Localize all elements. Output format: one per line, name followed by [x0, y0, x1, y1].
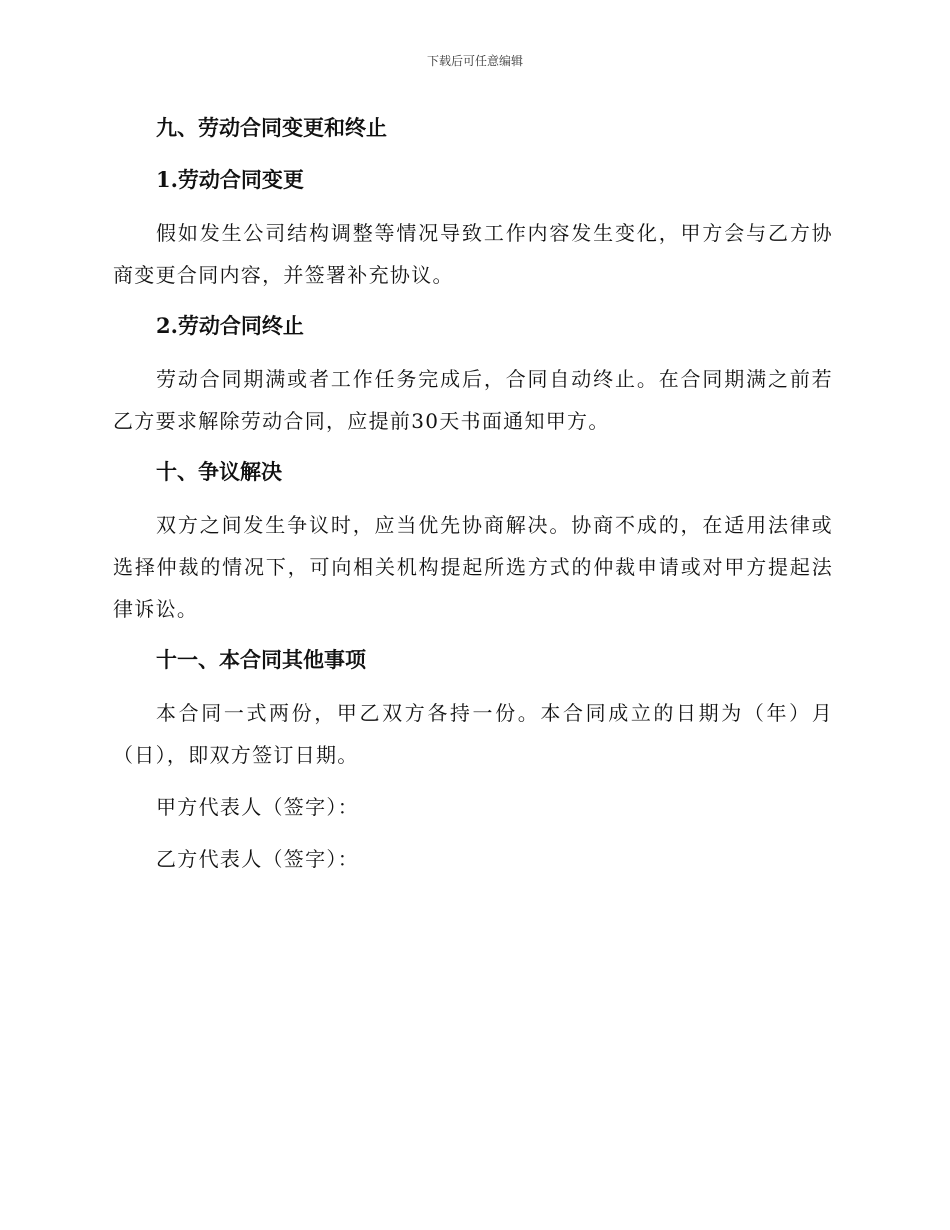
- section-9-2-body: 劳动合同期满或者工作任务完成后，合同自动终止。在合同期满之前若乙方要求解除劳动合同，应提前30天书面通知甲方。: [113, 367, 833, 433]
- section-10-body: 双方之间发生争议时，应当优先协商解决。协商不成的，在适用法律或选择仲裁的情况下，可向相关机构提起所选方式的仲裁申请或对甲方提起法律诉讼。: [113, 513, 833, 621]
- section-11-body: 本合同一式两份，甲乙双方各持一份。本合同成立的日期为（年）月（日），即双方签订日期。: [113, 701, 833, 767]
- party-b-signature-line: 乙方代表人（签字）：: [156, 847, 359, 871]
- section-9-title: 九、劳动合同变更和终止: [156, 115, 387, 140]
- page-header: 下载后可任意编辑: [426, 54, 523, 68]
- document-body: [113, 108, 833, 890]
- section-10-title: 十、争议解决: [156, 459, 282, 484]
- party-a-signature-line: 甲方代表人（签字）：: [156, 795, 359, 819]
- section-9-1-title: 1.劳动合同变更: [156, 167, 304, 192]
- section-11-title: 十一、本合同其他事项: [156, 647, 366, 672]
- section-9-1-body: 假如发生公司结构调整等情况导致工作内容发生变化，甲方会与乙方协商变更合同内容，并签署补充协议。: [113, 221, 833, 287]
- section-9-2-title: 2.劳动合同终止: [156, 313, 304, 338]
